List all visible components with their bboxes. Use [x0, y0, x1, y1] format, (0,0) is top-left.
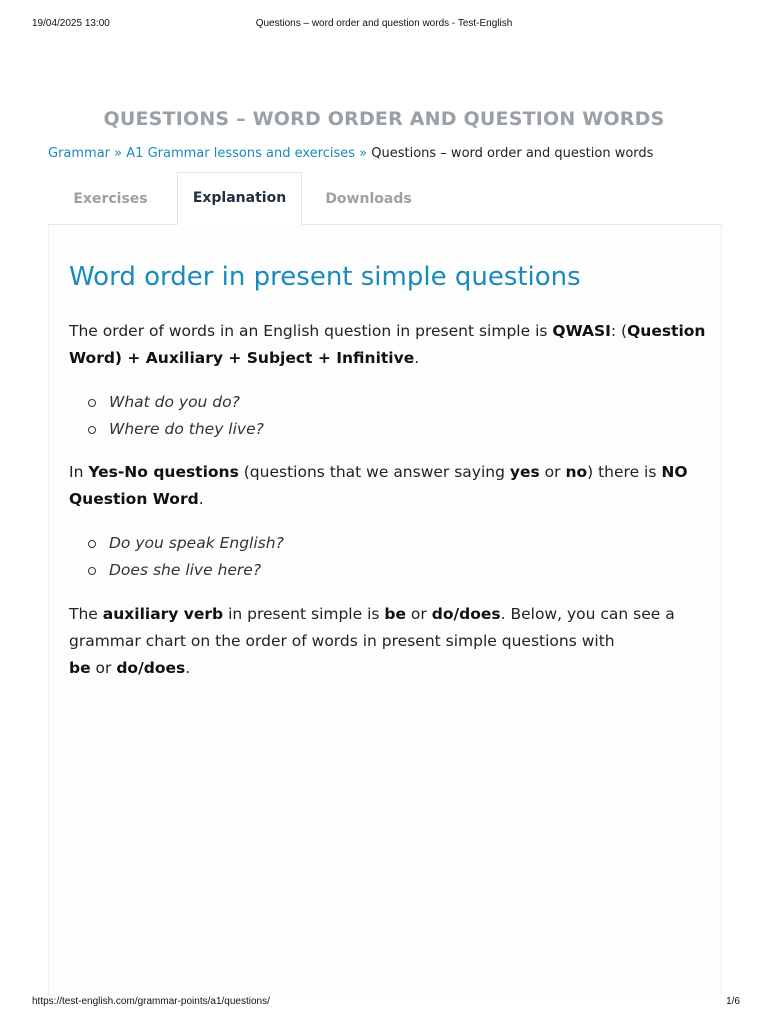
bold-text: no	[565, 463, 588, 481]
example-item	[88, 389, 264, 416]
bold-text: QWASI	[552, 322, 611, 340]
circle-bullet-icon	[88, 426, 96, 434]
tab-downloads[interactable]: Downloads	[325, 191, 412, 207]
text: or	[90, 659, 117, 677]
breadcrumb-separator: »	[114, 146, 123, 161]
print-footer	[32, 996, 740, 1010]
text: . Below, you can see a grammar chart on the order of words in present simple questions with	[69, 605, 675, 650]
bold-text: be	[69, 659, 91, 677]
text: (questions that we answer saying	[238, 463, 510, 481]
example-text: What do you do?	[109, 393, 240, 411]
text: : (	[610, 322, 628, 340]
example-text: Where do they live?	[109, 420, 264, 438]
example-item	[88, 557, 284, 584]
paragraph-auxiliary	[69, 601, 709, 682]
example-list	[88, 389, 264, 443]
tab-exercises[interactable]: Exercises	[73, 191, 148, 207]
bold-text: be	[384, 605, 406, 623]
print-document-title: Questions – word order and question words - Test-English	[255, 18, 513, 29]
page-title: QUESTIONS – WORD ORDER AND QUESTION WORDS	[103, 108, 665, 130]
breadcrumb-link-a1-grammar[interactable]: A1 Grammar lessons and exercises	[126, 146, 355, 161]
text: .	[185, 659, 191, 677]
text: .	[414, 349, 420, 367]
print-header	[32, 18, 736, 32]
bold-text: Yes-No questions	[88, 463, 239, 481]
text: The order of words in an English question in present simple is	[69, 322, 553, 340]
section-heading: Word order in present simple questions	[69, 262, 581, 292]
page-number: 1/6	[726, 996, 740, 1007]
example-item	[88, 416, 264, 443]
circle-bullet-icon	[88, 540, 96, 548]
text: .	[198, 490, 204, 508]
bold-text: do/does	[431, 605, 501, 623]
example-text: Do you speak English?	[109, 534, 284, 552]
bold-text: do/does	[116, 659, 186, 677]
bold-text: Question Word) + Auxiliary + Subject + Infinitive	[69, 322, 706, 367]
example-item	[88, 530, 284, 557]
text: in present simple is	[223, 605, 385, 623]
circle-bullet-icon	[88, 399, 96, 407]
circle-bullet-icon	[88, 567, 96, 575]
print-url: https://test-english.com/grammar-points/a1/questions/	[32, 996, 270, 1007]
breadcrumb-current: Questions – word order and question words	[371, 146, 654, 161]
text: or	[539, 463, 566, 481]
tab-bar	[48, 172, 722, 225]
bold-text: yes	[509, 463, 540, 481]
breadcrumb-link-grammar[interactable]: Grammar	[48, 146, 111, 161]
breadcrumb-separator: »	[359, 146, 368, 161]
paragraph-qwasi	[69, 318, 709, 372]
text: The	[69, 605, 103, 623]
bold-text: NO Question Word	[69, 463, 688, 508]
text: or	[406, 605, 432, 623]
text: In	[69, 463, 89, 481]
example-text: Does she live here?	[109, 561, 262, 579]
example-list	[88, 530, 284, 584]
text: ) there is	[587, 463, 662, 481]
paragraph-yes-no	[69, 459, 709, 513]
tab-explanation[interactable]: Explanation	[177, 172, 302, 225]
breadcrumb	[48, 146, 653, 161]
print-datetime: 19/04/2025 13:00	[32, 18, 110, 29]
bold-text: auxiliary verb	[102, 605, 224, 623]
